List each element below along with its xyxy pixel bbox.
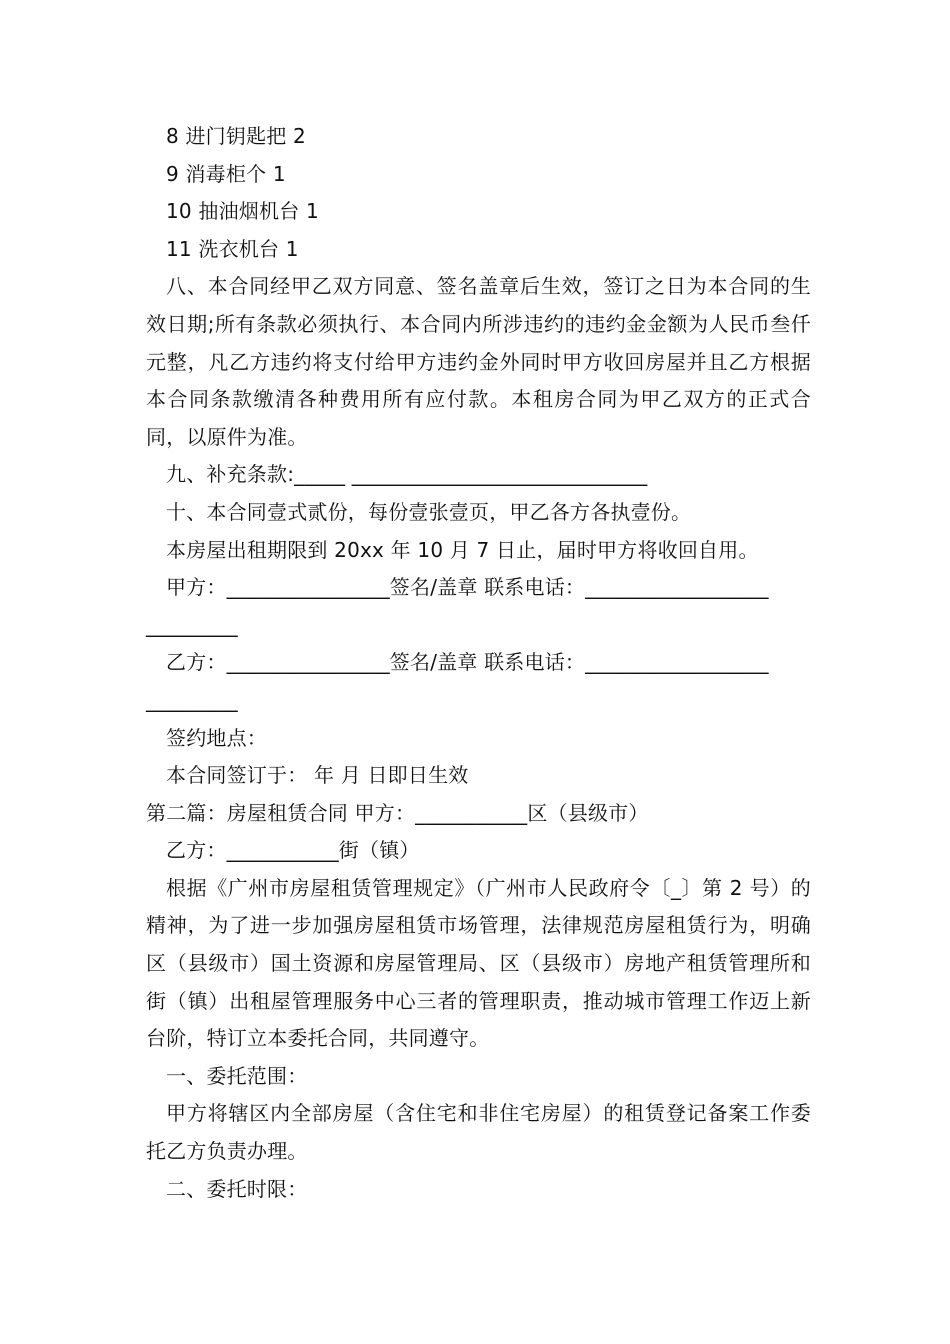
party-b-signature-line: 乙方：________________签名/盖章 联系电话：__________________ (166, 650, 769, 675)
section-scope-title: 一、委托范围： (166, 1063, 308, 1088)
inventory-item-keys: 8 进门钥匙把 2 (166, 124, 306, 148)
inventory-item-sterilizer: 9 消毒柜个 1 (166, 161, 286, 186)
party-a-signature-line-cont: _________ (146, 612, 238, 637)
second-contract-header: 第二篇：房屋租赁合同 甲方：___________区（县级市） (146, 800, 649, 825)
section-term-title: 二、委托时限： (166, 1176, 308, 1201)
inventory-item-range-hood: 10 抽油烟机台 1 (166, 199, 319, 224)
document-page (146, 118, 811, 1208)
inventory-item-washer: 11 洗衣机台 1 (166, 236, 299, 261)
party-a-signature-line: 甲方：________________签名/盖章 联系电话：__________________ (166, 575, 769, 600)
party-b-signature-line-cont: _________ (146, 687, 238, 712)
signing-date: 本合同签订于： 年 月 日即日生效 (166, 763, 469, 788)
second-contract-intro: 根据《广州市房屋租赁管理规定》（广州市人民政府令〔_〕第 2 号）的精神，为了进一步加强房屋租赁市场管理，法律规范房屋租赁行为，明确区（县级市）国土资源和房屋管理局、区（县级市）房地产租赁管理所和街（镇）出租屋管理服务中心三者的管理职责，推动城市管理工作迈上新台阶，特订立本委托合同，共同遵守。 (146, 875, 811, 1051)
clause-10: 十、本合同壹式贰份，每份壹张壹页，甲乙各方各执壹份。 (166, 499, 692, 524)
clause-9: 九、补充条款:_____ _____________________________ (166, 462, 648, 487)
signing-place: 签约地点： (166, 725, 267, 750)
second-contract-party-b: 乙方：___________街（镇） (166, 838, 420, 863)
section-scope-text: 甲方将辖区内全部房屋（含住宅和非住宅房屋）的租赁登记备案工作委托乙方负责办理。 (146, 1101, 811, 1164)
lease-term: 本房屋出租期限到 20xx 年 10 月 7 日止，届时甲方将收回自用。 (166, 537, 759, 562)
clause-8: 八、本合同经甲乙双方同意、签名盖章后生效，签订之日为本合同的生效日期;所有条款必须执行、本合同内所涉违约的违约金金额为人民币叁仟元整，凡乙方违约将支付给甲方违约金外同时甲方收回房屋并且乙方根据本合同条款缴清各种费用所有应付款。本租房合同为甲乙双方的正式合同，以原件为准。 (146, 274, 811, 449)
